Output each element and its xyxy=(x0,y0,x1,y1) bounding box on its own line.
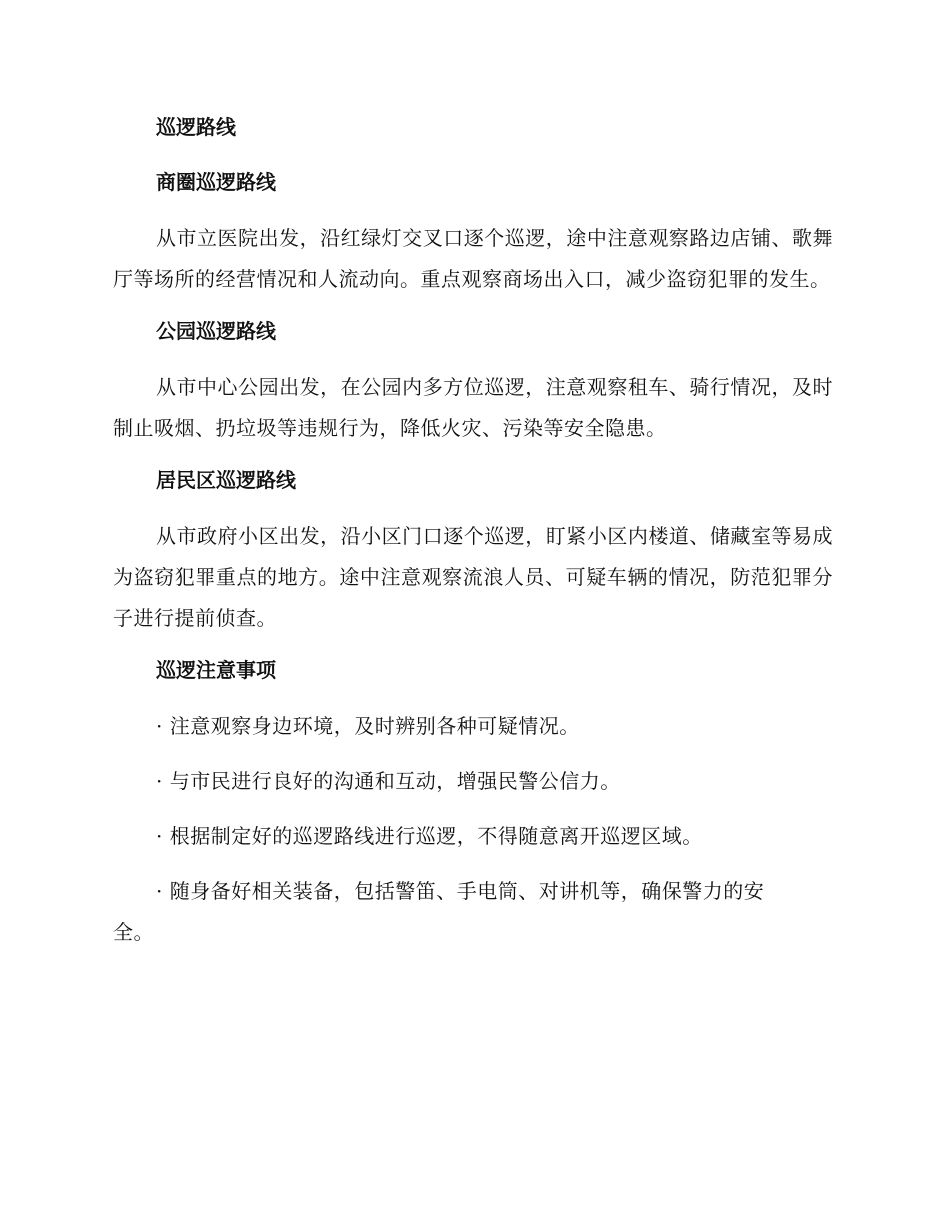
note-item: · 注意观察身边环境，及时辨别各种可疑情况。 xyxy=(156,714,580,738)
section-heading-park: 公园巡逻路线 xyxy=(156,319,276,343)
note-item: · 与市民进行良好的沟通和互动，增强民警公信力。 xyxy=(156,769,621,793)
section-text-park: 从市中心公园出发，在公园内多方位巡逻，注意观察租车、骑行情况，及时制止吸烟、扔垃圾等违规行为，降低火灾、污染等安全隐患。 xyxy=(113,375,833,440)
section-text-commercial: 从市立医院出发，沿红绿灯交叉口逐个巡逻，途中注意观察路边店铺、歌舞厅等场所的经营情况和人流动向。重点观察商场出入口，减少盗窃犯罪的发生。 xyxy=(113,226,833,291)
section-heading-commercial: 商圈巡逻路线 xyxy=(156,170,276,194)
note-item: · 根据制定好的巡逻路线进行巡逻，不得随意离开巡逻区域。 xyxy=(156,824,703,848)
document-body xyxy=(113,108,833,967)
document-title: 巡逻路线 xyxy=(156,115,236,139)
notes-heading: 巡逻注意事项 xyxy=(156,658,276,682)
section-text-residential: 从市政府小区出发，沿小区门口逐个巡逻，盯紧小区内楼道、储藏室等易成为盗窃犯罪重点的地方。途中注意观察流浪人员、可疑车辆的情况，防范犯罪分子进行提前侦查。 xyxy=(113,524,833,630)
section-heading-residential: 居民区巡逻路线 xyxy=(156,468,296,492)
note-item: · 随身备好相关装备，包括警笛、手电筒、对讲机等，确保警力的安全。 xyxy=(113,879,765,944)
